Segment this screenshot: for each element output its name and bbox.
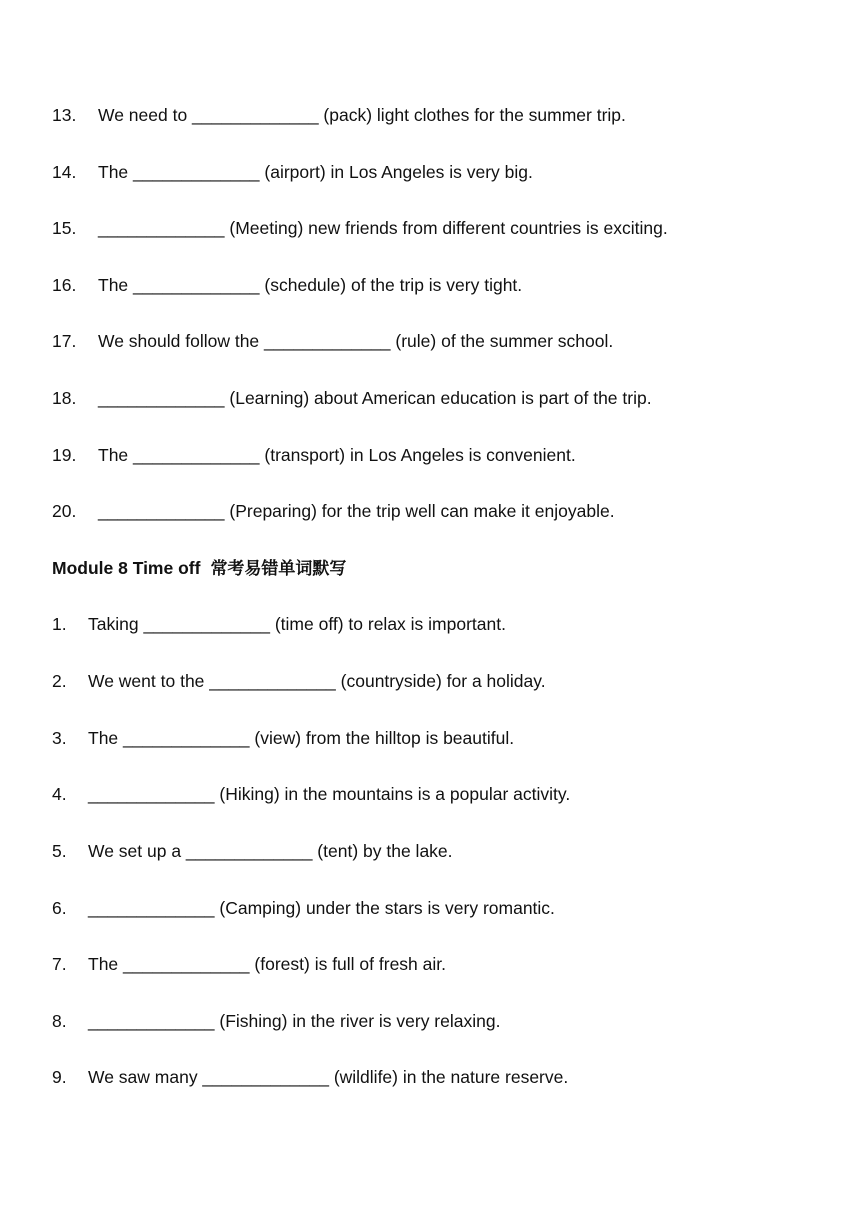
item-sentence: We saw many _____________ (wildlife) in the nature reserve. bbox=[88, 1067, 569, 1087]
exercise-item-1 bbox=[52, 613, 506, 635]
section-heading-title: Module 8 Time off bbox=[52, 558, 201, 578]
item-sentence: _____________ (Camping) under the stars is very romantic. bbox=[88, 898, 555, 918]
item-sentence: _____________ (Hiking) in the mountains is a popular activity. bbox=[88, 784, 571, 804]
exercise-item-5 bbox=[52, 840, 453, 862]
exercise-item-14 bbox=[52, 161, 533, 183]
exercise-item-18 bbox=[52, 387, 652, 409]
item-number: 18. bbox=[52, 388, 77, 408]
item-number: 15. bbox=[52, 218, 77, 238]
item-sentence: The _____________ (view) from the hilltop is beautiful. bbox=[88, 728, 515, 748]
exercise-item-17 bbox=[52, 330, 613, 352]
section-heading-subtitle: 常考易错单词默写 bbox=[210, 559, 347, 579]
item-number: 13. bbox=[52, 105, 77, 125]
item-number: 14. bbox=[52, 162, 77, 182]
item-sentence: The _____________ (airport) in Los Angeles is very big. bbox=[98, 162, 533, 182]
item-number: 7. bbox=[52, 954, 67, 974]
exercise-item-15 bbox=[52, 217, 668, 239]
item-sentence: The _____________ (schedule) of the trip is very tight. bbox=[98, 275, 523, 295]
item-sentence: The _____________ (forest) is full of fresh air. bbox=[88, 954, 446, 974]
exercise-item-2 bbox=[52, 670, 546, 692]
item-number: 19. bbox=[52, 445, 77, 465]
exercise-item-4 bbox=[52, 783, 570, 805]
item-number: 6. bbox=[52, 898, 67, 918]
item-number: 5. bbox=[52, 841, 67, 861]
item-number: 2. bbox=[52, 671, 67, 691]
exercise-item-9 bbox=[52, 1066, 568, 1088]
exercise-item-16 bbox=[52, 274, 522, 296]
item-number: 3. bbox=[52, 728, 67, 748]
item-number: 1. bbox=[52, 614, 67, 634]
item-sentence: _____________ (Learning) about American education is part of the trip. bbox=[98, 388, 652, 408]
item-sentence: Taking _____________ (time off) to relax is important. bbox=[88, 614, 506, 634]
item-sentence: We went to the _____________ (countryside) for a holiday. bbox=[88, 671, 546, 691]
exercise-item-6 bbox=[52, 897, 555, 919]
item-number: 20. bbox=[52, 501, 77, 521]
item-number: 9. bbox=[52, 1067, 67, 1087]
exercise-item-13 bbox=[52, 104, 626, 126]
item-sentence: We need to _____________ (pack) light clothes for the summer trip. bbox=[98, 105, 626, 125]
exercise-item-19 bbox=[52, 444, 576, 466]
exercise-item-8 bbox=[52, 1010, 500, 1032]
item-sentence: _____________ (Fishing) in the river is very relaxing. bbox=[88, 1011, 501, 1031]
exercise-item-3 bbox=[52, 727, 514, 749]
item-sentence: We should follow the _____________ (rule) of the summer school. bbox=[98, 331, 614, 351]
item-sentence: We set up a _____________ (tent) by the lake. bbox=[88, 841, 453, 861]
item-number: 17. bbox=[52, 331, 77, 351]
item-number: 8. bbox=[52, 1011, 67, 1031]
item-sentence: _____________ (Meeting) new friends from different countries is exciting. bbox=[98, 218, 668, 238]
section-heading bbox=[52, 557, 346, 580]
item-number: 4. bbox=[52, 784, 67, 804]
exercise-item-20 bbox=[52, 500, 615, 522]
item-sentence: The _____________ (transport) in Los Angeles is convenient. bbox=[98, 445, 576, 465]
item-number: 16. bbox=[52, 275, 77, 295]
exercise-item-7 bbox=[52, 953, 446, 975]
item-sentence: _____________ (Preparing) for the trip well can make it enjoyable. bbox=[98, 501, 615, 521]
